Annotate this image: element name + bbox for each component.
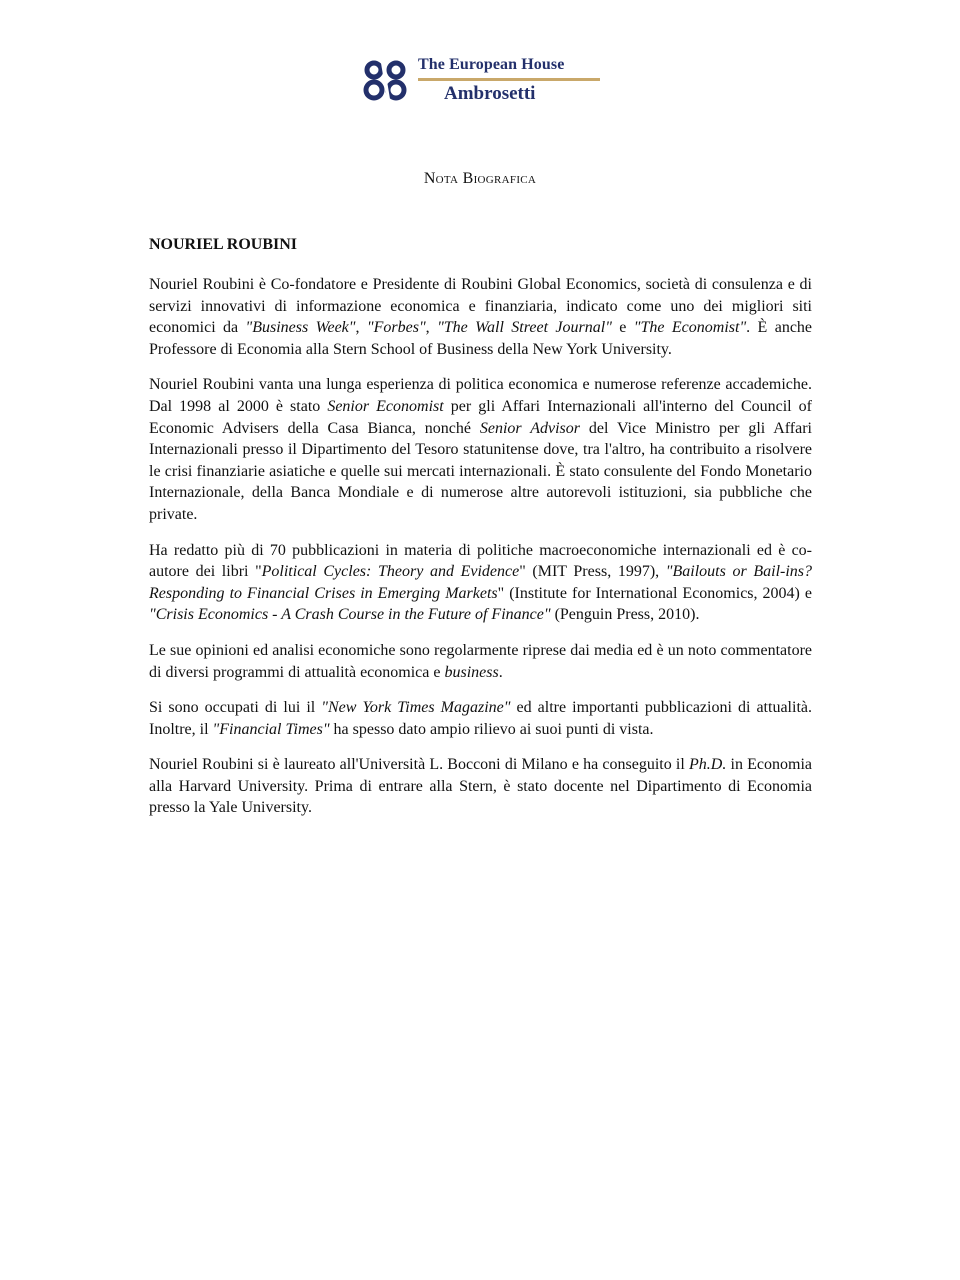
ambrosetti-logo-icon bbox=[362, 58, 412, 104]
person-name: NOURIEL ROUBINI bbox=[149, 236, 298, 253]
paragraph-3: Ha redatto più di 70 pubblicazioni in materia di politiche macroeconomiche internazionali ed è co-autore dei libri "Political Cycles: Theory and Evidence" (MIT Press, 1997), "Bailouts or Bail-ins? Responding to Financial Crises in Emerging Markets" (Institute for International Economics, 2004) e "Crisis Economics - A Crash Course in the Future of Finance" (Penguin Press, 2010). bbox=[149, 541, 813, 624]
paragraph-2: Nouriel Roubini vanta una lunga esperienza di politica economica e numerose referenze accademiche. Dal 1998 al 2000 è stato Senior Economist per gli Affari Internazionali all'interno del Council of Economic Advisers della Casa Bianca, nonché Senior Advisor del Vice Ministro per gli Affari Internazionali presso il Dipartimento del Tesoro statunitense dove, tra l'altro, ha contribuito a risolvere le crisi finanziarie asiatiche e quelle sui mercati internazionali. È stato consulente del Fondo Monetario Internazionale, della Banca Mondiale e di numerose altre autorevoli istituzioni, sia pubbliche che private. bbox=[149, 376, 813, 523]
document-title: Nota Biografica bbox=[423, 170, 537, 187]
logo-line2: Ambrosetti bbox=[444, 83, 536, 104]
paragraph-4: Le sue opinioni ed analisi economiche sono regolarmente riprese dai media ed è un noto commentatore di diversi programmi di attualità economica e business. bbox=[149, 641, 812, 681]
company-logo bbox=[362, 56, 602, 108]
logo-divider bbox=[418, 78, 600, 81]
document-body bbox=[149, 236, 812, 833]
paragraph-6: Nouriel Roubini si è laureato all'Università L. Bocconi di Milano e ha conseguito il Ph.D. in Economia alla Harvard University. Prima di entrare alla Stern, è stato docente nel Dipartimento di Economia presso la Yale University. bbox=[149, 756, 813, 817]
paragraph-1: Nouriel Roubini è Co-fondatore e Presidente di Roubini Global Economics, società di consulenza e di servizi innovativi di informazione economica e finanziaria, indicato come uno dei migliori siti economici da "Business Week", "Forbes", "The Wall Street Journal" e "The Economist". È anche Professore di Economia alla Stern School of Business della New York University. bbox=[149, 276, 813, 358]
logo-line1: The European House bbox=[418, 56, 565, 73]
paragraph-5: Si sono occupati di lui il "New York Times Magazine" ed altre importanti pubblicazioni di attualità. Inoltre, il "Financial Times" ha spesso dato ampio rilievo ai suoi punti di vista. bbox=[149, 699, 812, 738]
